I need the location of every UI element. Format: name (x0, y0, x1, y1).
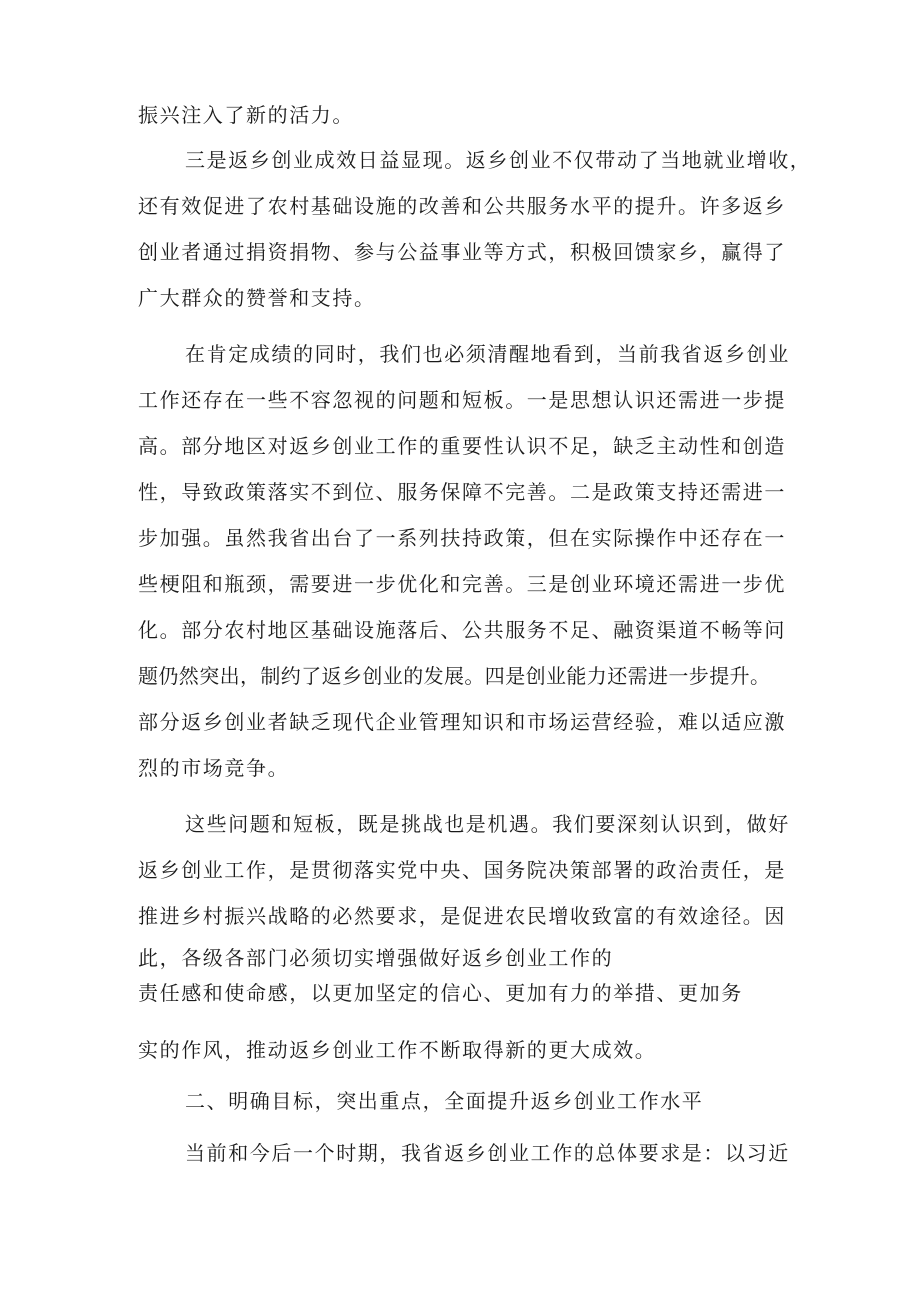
text-line: 烈的市场竞争。 (138, 756, 290, 780)
text-line: 化。部分农村地区基础设施落后、公共服务不足、融资渠道不畅等问 (138, 618, 786, 642)
text-line: 责任感和使命感，以更加坚定的信心、更加有力的举措、更加务 (138, 981, 743, 1005)
paragraph-first-line: 在肯定成绩的同时，我们也必须清醒地看到，当前我省返乡创业 (185, 342, 790, 366)
text-line: 部分返乡创业者缺乏现代企业管理知识和市场运营经验，难以适应激 (138, 710, 786, 734)
text-line: 工作还存在一些不容忽视的问题和短板。一是思想认识还需进一步提 (138, 388, 786, 412)
paragraph-first-line: 三是返乡创业成效日益显现。返乡创业不仅带动了当地就业增收， (185, 148, 812, 172)
text-line: 些梗阻和瓶颈，需要进一步优化和完善。三是创业环境还需进一步优 (138, 572, 786, 596)
text-line: 创业者通过捐资捐物、参与公益事业等方式，积极回馈家乡，赢得了 (138, 240, 786, 264)
section-heading: 二、明确目标，突出重点，全面提升返乡创业工作水平 (185, 1089, 704, 1113)
text-line: 振兴注入了新的活力。 (138, 103, 354, 127)
paragraph-first-line: 这些问题和短板，既是挑战也是机遇。我们要深刻认识到，做好 (185, 812, 790, 836)
text-line: 推进乡村振兴战略的必然要求，是促进农民增收致富的有效途径。因 (138, 904, 786, 928)
text-line: 此，各级各部门必须切实增强做好返乡创业工作的 (138, 946, 614, 970)
text-line: 返乡创业工作，是贯彻落实党中央、国务院决策部署的政治责任，是 (138, 858, 786, 882)
text-line: 广大群众的赞誉和支持。 (138, 286, 376, 310)
text-line: 还有效促进了农村基础设施的改善和公共服务水平的提升。许多返乡 (138, 194, 786, 218)
text-line: 高。部分地区对返乡创业工作的重要性认识不足，缺乏主动性和创造 (138, 434, 786, 458)
text-line: 题仍然突出，制约了返乡创业的发展。四是创业能力还需进一步提升。 (138, 664, 771, 688)
paragraph-first-line: 当前和今后一个时期，我省返乡创业工作的总体要求是：以习近 (185, 1141, 790, 1165)
text-line: 步加强。虽然我省出台了一系列扶持政策，但在实际操作中还存在一 (138, 526, 786, 550)
text-line: 性，导致政策落实不到位、服务保障不完善。二是政策支持还需进一 (138, 480, 786, 504)
text-line: 实的作风，推动返乡创业工作不断取得新的更大成效。 (138, 1038, 657, 1062)
